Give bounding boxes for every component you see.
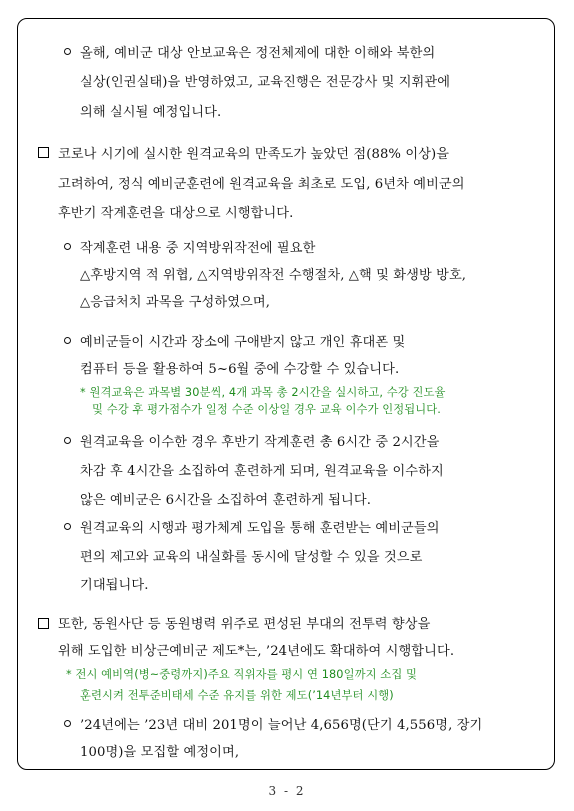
circle-bullet-icon [64, 337, 71, 344]
square-bullet-icon [38, 147, 49, 158]
page-number: 3 - 2 [268, 784, 306, 798]
text-line: 않은 예비군은 6시간을 소집하여 훈련하게 됩니다. [80, 493, 372, 508]
text-line: 또한, 동원사단 등 동원병력 위주로 편성된 부대의 전투력 향상을 [58, 617, 431, 632]
note-line: 및 수강 후 평가점수가 일정 수준 이상일 경우 교육 이수가 인정됩니다. [92, 403, 441, 416]
circle-bullet-icon [64, 720, 71, 727]
text-line: 작계훈련 내용 중 지역방위작전에 필요한 [80, 241, 316, 256]
note-line: * 원격교육은 과목별 30분씩, 4개 과목 총 2시간을 실시하고, 수강 진도율 [80, 386, 446, 399]
text-line: 편의 제고와 교육의 내실화를 동시에 달성할 수 있을 것으로 [80, 550, 423, 565]
text-line: 의해 실시될 예정입니다. [80, 105, 222, 120]
circle-bullet-icon [64, 437, 71, 444]
text-line: 차감 후 4시간을 소집하여 훈련하게 되며, 원격교육을 이수하지 [80, 464, 444, 479]
text-line: △후방지역 적 위협, △지역방위작전 수행절차, △핵 및 화생방 방호, [80, 268, 467, 283]
text-line: 실상(인권실태)을 반영하였고, 교육진행은 전문강사 및 지휘관에 [80, 75, 451, 90]
text-line: 컴퓨터 등을 활용하여 5~6월 중에 수강할 수 있습니다. [80, 362, 400, 377]
text-line: 예비군들이 시간과 장소에 구애받지 않고 개인 휴대폰 및 [80, 335, 406, 350]
note-line: * 전시 예비역(병~중령까지)주요 직위자를 평시 연 180일까지 소집 및 [66, 668, 418, 681]
text-line: 올해, 예비군 대상 안보교육은 정전체제에 대한 이해와 북한의 [80, 46, 436, 61]
note-line: 훈련시켜 전투준비태세 수준 유지를 위한 제도(’14년부터 시행) [80, 689, 394, 702]
circle-bullet-icon [64, 243, 71, 250]
square-bullet-icon [38, 618, 49, 629]
circle-bullet-icon [64, 48, 71, 55]
text-line: 코로나 시기에 실시한 원격교육의 만족도가 높았던 점(88% 이상)을 [58, 147, 450, 162]
text-line: △응급처치 과목을 구성하였으며, [80, 295, 271, 310]
text-line: ’24년에는 ’23년 대비 201명이 늘어난 4,656명(단기 4,556명, 장기 [80, 718, 483, 733]
text-line: 후반기 작계훈련을 대상으로 시행합니다. [58, 206, 294, 221]
text-line: 원격교육의 시행과 평가체계 도입을 통해 훈련받는 예비군들의 [80, 521, 440, 536]
text-line: 100명)을 모집할 예정이며, [80, 745, 240, 760]
text-line: 원격교육을 이수한 경우 후반기 작계훈련 총 6시간 중 2시간을 [80, 435, 440, 450]
text-line: 고려하여, 정식 예비군훈련에 원격교육을 최초로 도입, 6년차 예비군의 [58, 177, 465, 192]
circle-bullet-icon [64, 523, 71, 530]
text-line: 위해 도입한 비상근예비군 제도*는, ’24년에도 확대하여 시행합니다. [58, 644, 455, 659]
text-line: 기대됩니다. [80, 578, 149, 593]
